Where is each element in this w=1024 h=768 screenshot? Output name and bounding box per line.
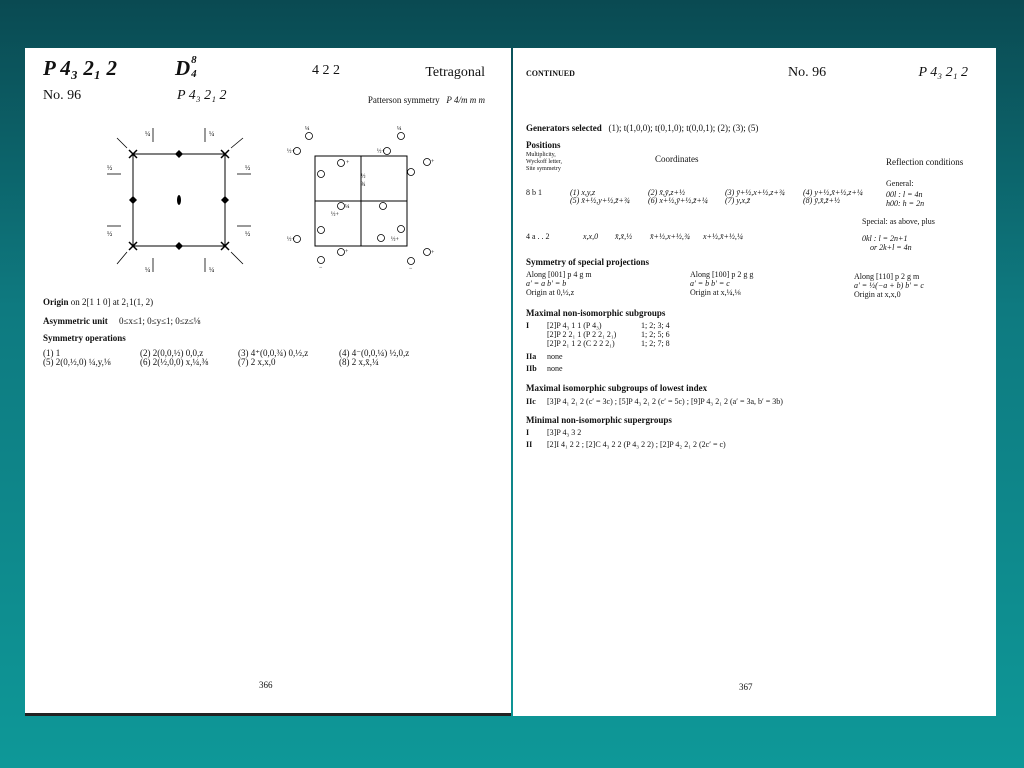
supergroup-I-value: [3]P 4₃ 3 2	[547, 428, 582, 437]
continued-label: CONTINUED	[526, 69, 575, 78]
supergroup-class-II: II	[526, 440, 533, 449]
svg-text:½: ½	[107, 230, 113, 238]
coord-4a-2: x̄,x̄,½	[615, 232, 633, 241]
subgroup-2: [2]P 2 2₁ 1 (P 2 2₁ 2₁)	[547, 330, 617, 339]
coord-5: (5) x̄+½,y+½,z̄+¾	[570, 196, 630, 205]
schoenflies-symbol: D 8 4	[175, 54, 197, 80]
subgroup-3-ops: 1; 2; 7; 8	[641, 339, 670, 348]
svg-text:½: ½	[107, 164, 113, 172]
coord-2: (2) x̄,ȳ,z+½	[648, 188, 685, 197]
max-isomorphic-heading: Maximal isomorphic subgroups of lowest index	[526, 383, 708, 393]
general-condition-1: 00l : l = 4n	[886, 190, 923, 199]
origin-line: Origin on 2[1 1 0] at 2₁1(1, 2)	[43, 297, 154, 307]
page-number: 366	[259, 680, 273, 690]
svg-text:½: ½	[245, 230, 251, 238]
reflection-conditions-header: Reflection conditions	[886, 157, 964, 167]
coord-4a-4: x+½,x̄+½,¼	[703, 232, 743, 241]
center-axis-mark	[177, 195, 181, 205]
patterson-symmetry: Patterson symmetry P 4/m m m	[367, 95, 485, 105]
group-number: No. 96	[43, 88, 82, 103]
supergroup-II-value: [2]I 4₁ 2 2 ; [2]C 4₃ 2 2 (P 4₃ 2 2) ; [2]P 4₂ 2₁ 2 (2c′ = c)	[547, 440, 726, 449]
general-position-diagram	[283, 126, 443, 276]
subgroup-class-I: I	[526, 321, 530, 330]
group-number: No. 96	[788, 65, 827, 80]
subgroup-1: [2]P 4₃ 1 1 (P 4₃)	[547, 321, 602, 330]
isomorphic-subgroups: [3]P 4₁ 2₁ 2 (c′ = 3c) ; [5]P 4₃ 2₁ 2 (c′ = 5c) ; [9]P 4₃ 2₁ 2 (a′ = 3a, b′ = 3b)	[547, 397, 783, 406]
multiplicity-header: Multiplicity, Wyckoff letter, Site symmetry	[526, 152, 562, 172]
svg-text:½+: ½+	[377, 149, 385, 155]
svg-text:½+: ½+	[331, 212, 339, 218]
symop-1: (1) 1	[43, 348, 61, 358]
asymmetric-unit-line: Asymmetric unit 0≤x≤1; 0≤y≤1; 0≤z≤⅛	[43, 316, 201, 326]
svg-text:½: ½	[245, 164, 251, 172]
subgroup-class-IIa: IIa	[526, 352, 537, 361]
coord-3: (3) ȳ+½,x+½,z+¾	[725, 188, 785, 197]
space-group-symbol: P 4₃ 2₁ 2	[43, 56, 117, 80]
svg-text:¼: ¼	[209, 130, 215, 138]
wyckoff-4a: 4 a . . 2	[526, 232, 550, 241]
subgroup-IIb-value: none	[547, 364, 563, 373]
subgroup-1-ops: 1; 2; 3; 4	[641, 321, 670, 330]
svg-text:¼: ¼	[305, 126, 310, 132]
svg-text:−: −	[409, 266, 413, 272]
symop-3: (3) 4⁺(0,0,¾) 0,½,z	[238, 348, 309, 358]
subgroup-2-ops: 1; 2; 5; 6	[641, 330, 670, 339]
svg-text:¼: ¼	[145, 130, 151, 138]
svg-text:+: +	[346, 160, 350, 166]
svg-text:¼: ¼	[397, 126, 402, 132]
svg-text:−: −	[319, 265, 323, 271]
special-label: Special: as above, plus	[862, 217, 935, 226]
coordinates-header: Coordinates	[655, 154, 699, 164]
svg-text:+: +	[431, 159, 435, 165]
coord-6: (6) x+½,ȳ+½,z̄+¼	[648, 196, 708, 205]
svg-text:¼: ¼	[345, 204, 350, 210]
subgroup-IIa-value: none	[547, 352, 563, 361]
symop-7: (7) 2 x,x,0	[238, 357, 276, 367]
svg-text:¼: ¼	[209, 266, 215, 274]
point-group: 4 2 2	[312, 63, 340, 78]
coord-8: (8) ȳ,x̄,z̄+½	[803, 196, 840, 205]
generators-line: Generators selected (1); t(1,0,0); t(0,1,0); t(0,0,1); (2); (3); (5)	[526, 123, 759, 133]
coord-4a-3: x̄+½,x+½,¾	[650, 232, 690, 241]
right-page	[513, 48, 996, 716]
coord-7: (7) y,x,z̄	[725, 196, 751, 205]
projection-100: Along [100] p 2 g g a′ = b b′ = c Origin at x,¼,⅛	[690, 270, 754, 297]
svg-text:¼: ¼	[145, 266, 151, 274]
isomorphic-class: IIc	[526, 397, 536, 406]
subgroup-3: [2]P 2₁ 1 2 (C 2 2 2₁)	[547, 339, 615, 348]
coord-1: (1) x,y,z	[570, 188, 596, 197]
svg-text:+: +	[345, 249, 349, 255]
projections-heading: Symmetry of special projections	[526, 257, 650, 267]
projection-110: Along [110] p 2 g m a′ = ½(−a + b) b′ = c Origin at x,x,0	[854, 272, 924, 299]
symop-5: (5) 2(0,½,0) ¼,y,⅛	[43, 357, 111, 367]
crystal-system: Tetragonal	[425, 65, 485, 80]
general-condition-2: h00: h = 2n	[886, 199, 925, 208]
coord-4a-1: x,x,0	[583, 232, 599, 241]
special-condition-1: 0kl : l = 2n+1	[862, 234, 908, 243]
subgroup-class-IIb: IIb	[526, 364, 537, 373]
symop-6: (6) 2(½,0,0) x,¼,⅜	[140, 357, 209, 367]
symmetry-operations-heading: Symmetry operations	[43, 333, 126, 343]
symmetry-element-diagram	[105, 126, 255, 276]
supergroup-class-I: I	[526, 428, 530, 437]
wyckoff-8b: 8 b 1	[526, 188, 542, 197]
page-number: 367	[739, 682, 753, 692]
svg-text:½+: ½+	[391, 237, 399, 243]
full-symbol: P 4₃ 2₁ 2	[177, 88, 227, 103]
svg-text:½+: ½+	[287, 149, 295, 155]
svg-text:¾: ¾	[361, 182, 366, 188]
position-circles	[294, 133, 431, 265]
page-bottom-edge	[25, 713, 511, 716]
left-page	[25, 48, 511, 716]
svg-text:+: +	[431, 250, 435, 256]
space-group-symbol: P 4₃ 2₁ 2	[918, 65, 968, 80]
symop-8: (8) 2 x,x̄,¼	[339, 357, 379, 367]
special-condition-2: or 2k+l = 4n	[870, 243, 912, 252]
coord-4: (4) y+½,x̄+½,z+¼	[803, 188, 863, 197]
min-supergroups-heading: Minimal non-isomorphic supergroups	[526, 415, 672, 425]
svg-text:½+: ½+	[287, 237, 295, 243]
max-nonisomorphic-heading: Maximal non-isomorphic subgroups	[526, 308, 666, 318]
projection-001: Along [001] p 4 g m a′ = a b′ = b Origin at 0,½,z	[526, 270, 592, 297]
symop-4: (4) 4⁻(0,0,¼) ½,0,z	[339, 348, 410, 358]
general-label: General:	[886, 179, 914, 188]
svg-text:½: ½	[361, 174, 366, 180]
positions-heading: Positions	[526, 140, 561, 150]
symop-2: (2) 2(0,0,½) 0,0,z	[140, 348, 204, 358]
